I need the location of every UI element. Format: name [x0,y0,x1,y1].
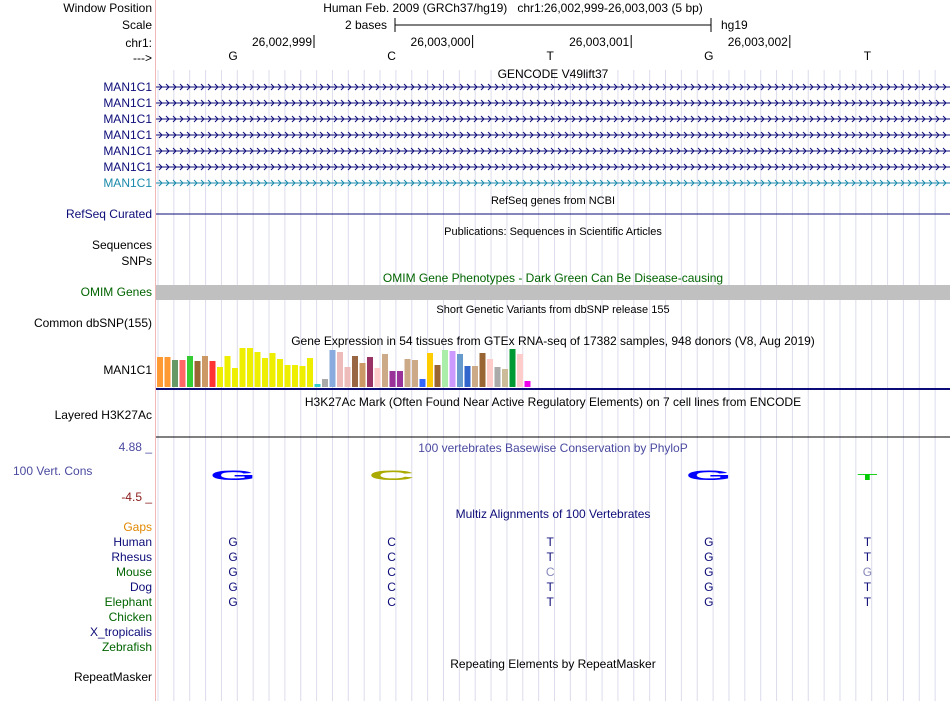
gtex-title: Gene Expression in 54 tissues from GTEx RNA-seq of 17382 samples, 948 donors (V8, Aug 2019) [291,334,815,348]
coord-label: 26,002,999 [251,35,312,49]
gencode-title: GENCODE V49lift37 [497,67,609,81]
gtex-bar [412,360,418,387]
phylop-label[interactable]: 100 Vert. Cons [13,464,93,478]
alignment-base: C [387,535,396,549]
gtex-bar [262,358,268,387]
gtex-bar [195,361,201,387]
species-label[interactable]: X_tropicalis [89,625,152,639]
h3k27ac-label[interactable]: Layered H3K27Ac [54,408,152,422]
gtex-bar [352,356,358,387]
phylop-logo-base: C [368,467,415,483]
gtex-bar [217,367,223,387]
gtex-bar [420,379,426,387]
gtex-bar [165,357,171,387]
window-position-label: Window Position [63,1,152,15]
gtex-bar [270,353,276,387]
alignment-base: G [704,595,714,609]
alignment-base: G [228,565,238,579]
alignment-base: G [704,535,714,549]
gtex-bar [187,356,193,387]
gtex-bar [345,367,351,387]
gtex-label[interactable]: MAN1C1 [103,363,152,377]
gtex-bar [292,365,298,387]
gene-label[interactable]: MAN1C1 [103,112,152,126]
gene-label[interactable]: MAN1C1 [103,96,152,110]
gtex-bar [285,365,291,387]
ruler-base: C [387,49,396,63]
gtex-bar [180,360,186,387]
track-image[interactable] [156,0,950,701]
refseq-title: RefSeq genes from NCBI [490,195,616,207]
species-label[interactable]: Rhesus [111,550,152,564]
phylop-title: 100 vertebrates Basewise Conservation by PhyloP [418,441,688,455]
track-labels [0,0,155,701]
gene-label[interactable]: MAN1C1 [103,160,152,174]
gtex-bar [337,352,343,387]
gtex-bar [300,366,306,387]
ruler-base: G [704,49,714,63]
gtex-bar [322,379,328,387]
gtex-bar [510,349,516,387]
ruler-base: T [863,49,872,63]
dbsnp-label[interactable]: Common dbSNP(155) [33,316,152,330]
assembly-text: Human Feb. 2009 (GRCh37/hg19) [323,1,508,15]
strand-label: ---> [133,51,152,65]
scale-label: Scale [121,18,152,32]
gene-label[interactable]: MAN1C1 [103,128,152,142]
alignment-base: T [863,550,872,564]
alignment-base: G [228,550,238,564]
species-label[interactable]: Dog [129,580,152,594]
alignment-base: C [387,550,396,564]
alignment-base: C [387,565,396,579]
refseq-label[interactable]: RefSeq Curated [65,207,152,221]
alignment-base: T [863,595,872,609]
gtex-bar [307,358,313,387]
ruler-base: T [546,49,554,63]
species-label[interactable]: Human [113,535,152,549]
gtex-bar [397,371,403,387]
alignment-base: G [704,580,714,594]
gtex-bar [330,350,336,387]
alignment-base: T [863,535,872,549]
gene-label[interactable]: MAN1C1 [103,176,152,190]
gtex-bar [210,361,216,387]
gtex-bar [517,354,523,387]
chrom-label: chr1: [125,36,152,50]
gtex-bar [277,359,283,387]
species-label[interactable]: Chicken [108,610,152,624]
gtex-bar [225,356,231,387]
window-position[interactable] [156,1,910,15]
gtex-bar [240,348,246,387]
gtex-bar [375,368,381,387]
phylop-min-label: -4.5 _ [121,490,152,504]
alignment-base: T [863,580,872,594]
publications-title: Publications: Sequences in Scientific Articles [444,226,662,238]
omim-bar [156,285,950,300]
omim-title: OMIM Gene Phenotypes - Dark Green Can Be Disease-causing [382,271,724,285]
repeatmasker-title: Repeating Elements by RepeatMasker [450,657,656,671]
multiz-title: Multiz Alignments of 100 Vertebrates [455,507,651,521]
phylop-logo-base: G [685,467,733,483]
alignment-base: G [228,535,238,549]
gene-label[interactable]: MAN1C1 [103,80,152,94]
coord-label: 26,003,000 [410,35,471,49]
gtex-bar [427,353,433,387]
alignment-base: G [704,565,714,579]
gtex-bar [367,357,373,387]
ruler-base: G [228,49,238,63]
gtex-bar [495,367,501,387]
alignment-base: C [387,580,396,594]
alignment-base: G [228,580,238,594]
coord-label: 26,003,002 [727,35,788,49]
gtex-bar [382,354,388,387]
gtex-bar [442,350,448,387]
alignment-base: T [546,595,554,609]
gtex-bar [487,359,493,387]
alignment-base: G [704,550,714,564]
phylop-logo-base: G [210,467,257,483]
snps-label[interactable]: SNPs [121,254,152,268]
alignment-base: T [546,535,554,549]
coord-label: 26,003,001 [569,35,630,49]
alignment-base: G [862,565,873,579]
gtex-bar [390,371,396,387]
gtex-bar [255,352,261,387]
gaps-label: Gaps [123,520,152,534]
gtex-bar [480,353,486,387]
gtex-bar [405,359,411,387]
gtex-bar [315,384,321,387]
gtex-bar [247,348,253,387]
alignment-base: G [228,595,238,609]
species-label[interactable]: Zebrafish [101,640,152,654]
scale-text: 2 bases [345,18,388,32]
gtex-bar [360,363,366,387]
gtex-bar [457,354,463,387]
position-text: chr1:26,002,999-26,003,003 (5 bp) [517,1,703,15]
gene-label[interactable]: MAN1C1 [103,144,152,158]
omim-label[interactable]: OMIM Genes [80,285,152,299]
dbsnp-title: Short Genetic Variants from dbSNP release 155 [436,304,670,316]
repeatmasker-label[interactable]: RepeatMasker [73,670,152,684]
gtex-bar [202,356,208,387]
gtex-bar [232,368,238,387]
scale-db: hg19 [721,18,748,32]
alignment-base: T [546,550,554,564]
gtex-bar [435,365,441,387]
alignment-base: C [387,595,396,609]
gtex-bar [525,381,531,387]
publications-label[interactable]: Sequences [91,238,152,252]
alignment-base: C [545,565,555,579]
gtex-bar [157,357,163,387]
gtex-bar [472,366,478,387]
h3k27ac-title: H3K27Ac Mark (Often Found Near Active Regulatory Elements) on 7 cell lines from ENCODE [304,395,802,409]
gtex-bar [172,360,178,387]
species-label[interactable]: Elephant [104,595,152,609]
gtex-bar [450,351,456,387]
gtex-bar [465,366,471,387]
phylop-max-label: 4.88 _ [118,440,152,454]
species-label[interactable]: Mouse [115,565,152,579]
gtex-bar [502,369,508,387]
alignment-base: T [546,580,554,594]
phylop-logo-base: T [857,473,878,482]
